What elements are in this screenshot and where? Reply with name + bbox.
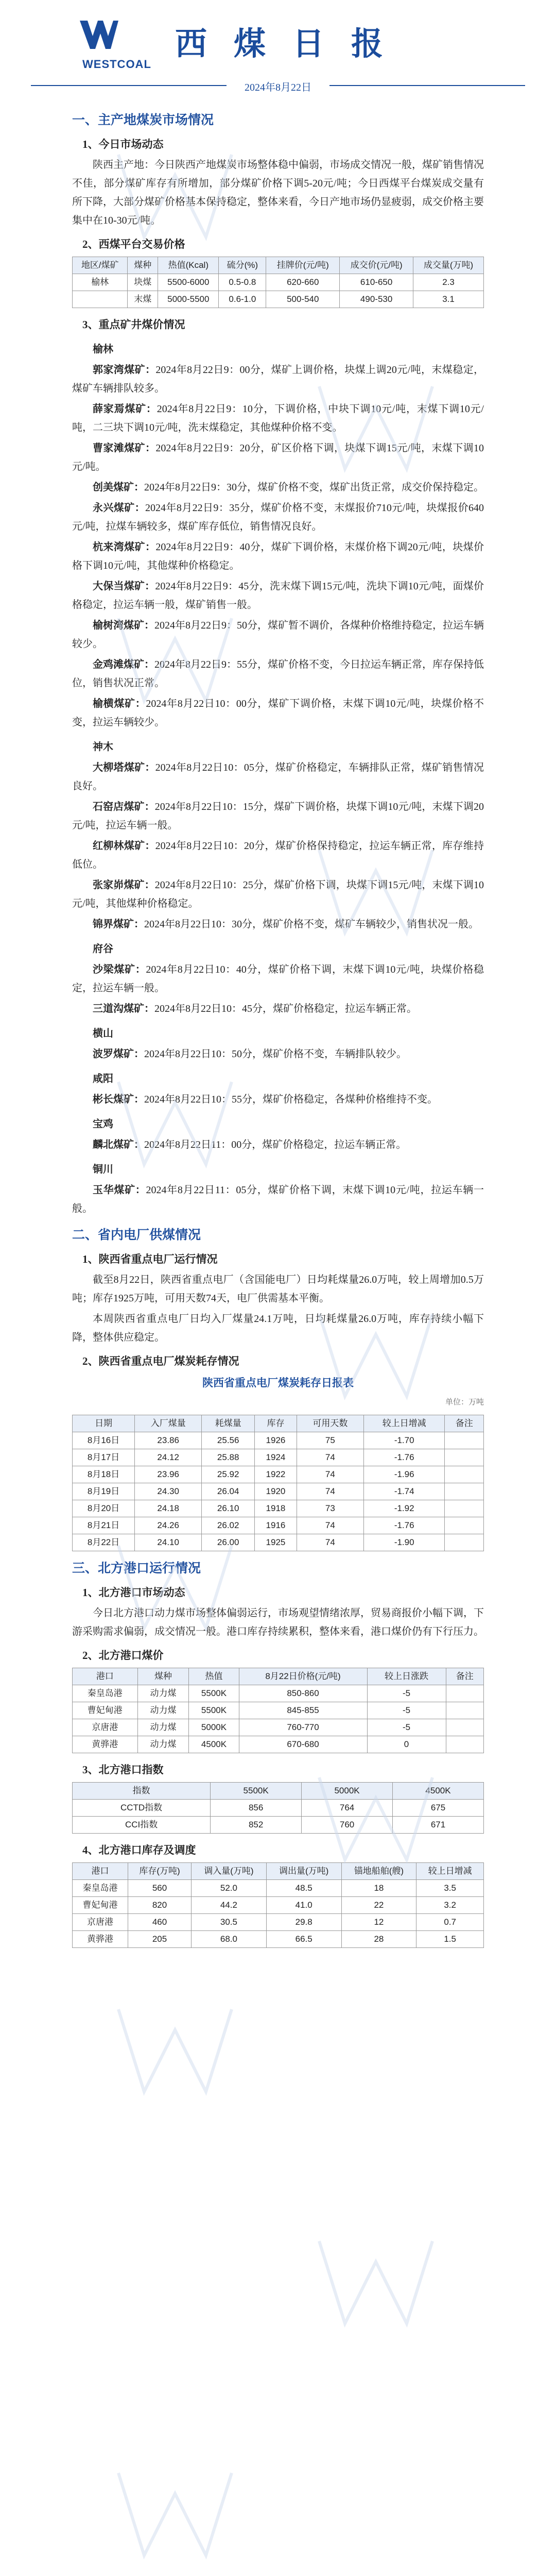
watermark-mark bbox=[319, 2241, 432, 2324]
platform-price-cell bbox=[73, 291, 128, 308]
mine-report bbox=[72, 538, 484, 575]
plant-summary-2: 本周陕西省重点电厂日均入厂煤量24.1万吨，日均耗煤量26.0万吨，库存持续小幅下降，整体供应稳定。 bbox=[72, 1313, 484, 1343]
plant-stock-cell: 26.10 bbox=[202, 1500, 255, 1517]
port-price-cell: -5 bbox=[367, 1719, 446, 1736]
mine-name: 永兴煤矿： bbox=[93, 502, 146, 514]
mine-report bbox=[72, 478, 484, 497]
mine-name: 创美煤矿： bbox=[93, 482, 144, 493]
table-row bbox=[73, 291, 484, 308]
plant-stock-cell: -1.74 bbox=[363, 1483, 444, 1500]
plant-stock-cell: 74 bbox=[297, 1449, 363, 1466]
platform-price-cell: 块煤 bbox=[128, 274, 158, 291]
plant-stock-header-4: 可用天数 bbox=[297, 1415, 363, 1432]
plant-stock-header-1: 入厂煤量 bbox=[135, 1415, 202, 1432]
plant-stock-cell: 8月19日 bbox=[73, 1483, 135, 1500]
mine-name: 张家峁煤矿： bbox=[93, 879, 155, 891]
platform-price-cell: 610-650 bbox=[340, 274, 413, 291]
table-row bbox=[73, 274, 484, 291]
plant-stock-cell: 26.02 bbox=[202, 1517, 255, 1534]
mine-name: 大保当煤矿： bbox=[93, 581, 155, 592]
plant-stock-cell: 73 bbox=[297, 1500, 363, 1517]
port-stock-cell: 48.5 bbox=[266, 1880, 341, 1897]
port-stock-cell: 52.0 bbox=[192, 1880, 267, 1897]
plant-table-unit: 单位：万吨 bbox=[445, 1398, 484, 1406]
region-heading: 宝鸡 bbox=[93, 1118, 113, 1130]
port-price-header-3: 8月22日价格(元/吨) bbox=[239, 1668, 367, 1685]
plant-table-title: 陕西省重点电厂煤炭耗存日报表 bbox=[202, 1377, 354, 1389]
plant-stock-cell: -1.96 bbox=[363, 1466, 444, 1483]
mine-report-text: 2024年8月22日10：40分，煤矿价格下调，末煤下调10元/吨，块煤价格稳定，拉运车辆一般。 bbox=[72, 964, 484, 994]
port-price-cell: 5500K bbox=[189, 1685, 239, 1702]
plant-stock-cell: 8月20日 bbox=[73, 1500, 135, 1517]
port-stock-cell: 黄骅港 bbox=[73, 1931, 128, 1948]
platform-price-cell: 0.5-0.8 bbox=[219, 274, 266, 291]
mine-report bbox=[72, 616, 484, 653]
port-price-cell: 670-680 bbox=[239, 1736, 367, 1753]
table-row bbox=[73, 1517, 484, 1534]
platform-price-header-4: 挂牌价(元/吨) bbox=[266, 257, 340, 274]
mine-report bbox=[72, 361, 484, 398]
region-heading: 神木 bbox=[93, 741, 113, 753]
port-price-cell: 动力煤 bbox=[137, 1685, 189, 1702]
mine-report bbox=[72, 758, 484, 795]
plant-stock-cell bbox=[445, 1517, 484, 1534]
table-row bbox=[73, 1880, 484, 1897]
mine-name: 彬长煤矿： bbox=[93, 1094, 144, 1105]
port-index-table bbox=[72, 1782, 484, 1834]
port-price-cell: 京唐港 bbox=[73, 1719, 138, 1736]
issue-date: 2024年8月22日 bbox=[245, 82, 311, 93]
port-index-cell: CCTD指数 bbox=[73, 1800, 211, 1817]
mine-report-text: 2024年8月22日9：50分，煤矿暂不调价，各煤种价格维持稳定，拉运车辆较少。 bbox=[72, 620, 484, 650]
mine-report-text: 2024年8月22日11：05分，煤矿价格下调，末煤下调10元/吨，拉运车辆一般。 bbox=[72, 1184, 484, 1214]
platform-price-header-3: 硫分(%) bbox=[219, 257, 266, 274]
mine-name: 杭来湾煤矿： bbox=[93, 541, 156, 553]
mine-reports bbox=[72, 340, 484, 1218]
plant-stock-cell bbox=[445, 1432, 484, 1449]
port-price-cell: 黄骅港 bbox=[73, 1736, 138, 1753]
port-price-cell: 曹妃甸港 bbox=[73, 1702, 138, 1719]
mine-report bbox=[72, 798, 484, 835]
port-price-header-0: 港口 bbox=[73, 1668, 138, 1685]
mine-report-text: 2024年8月22日9：20分，矿区价格下调，块煤下调15元/吨，末煤下调10元/吨。 bbox=[72, 443, 484, 472]
port-stock-header-4: 锚地船舶(艘) bbox=[341, 1863, 416, 1880]
plant-stock-cell: -1.70 bbox=[363, 1432, 444, 1449]
mine-report-text: 2024年8月22日10：25分，煤矿价格下调，块煤下调15元/吨，末煤下调10元/吨，其他煤种价格稳定。 bbox=[72, 879, 484, 909]
port-index-cell: 764 bbox=[302, 1800, 393, 1817]
port-price-cell: 动力煤 bbox=[137, 1719, 189, 1736]
port-price-cell: 845-855 bbox=[239, 1702, 367, 1719]
watermark-mark bbox=[118, 2473, 232, 2555]
platform-price-cell: 2.3 bbox=[413, 274, 484, 291]
mine-report-text: 2024年8月22日10：45分，煤矿价格稳定，拉运车辆正常。 bbox=[154, 1003, 417, 1014]
port-stock-cell: 29.8 bbox=[266, 1914, 341, 1931]
plant-stock-cell: 25.92 bbox=[202, 1466, 255, 1483]
plant-stock-cell: 24.10 bbox=[135, 1534, 202, 1551]
plant-stock-cell: 25.56 bbox=[202, 1432, 255, 1449]
plant-stock-header-2: 耗煤量 bbox=[202, 1415, 255, 1432]
port-price-header-1: 煤种 bbox=[137, 1668, 189, 1685]
mine-name: 石窑店煤矿： bbox=[93, 801, 155, 812]
port-stock-cell: 68.0 bbox=[192, 1931, 267, 1948]
plant-summary-1: 截至8月22日，陕西省重点电厂（含国能电厂）日均耗煤量26.0万吨，较上周增加0.5万吨；库存1925万吨，可用天数74天，电厂供需基本平衡。 bbox=[72, 1274, 484, 1304]
mine-report-text: 2024年8月22日10：15分，煤矿下调价格，块煤下调10元/吨，末煤下调20元/吨，拉运车辆一般。 bbox=[72, 801, 484, 831]
table-row bbox=[73, 1897, 484, 1914]
port-stock-cell: 28 bbox=[341, 1931, 416, 1948]
plant-stock-cell: -1.76 bbox=[363, 1517, 444, 1534]
mine-report-text: 2024年8月22日10：05分，煤矿价格稳定，车辆排队正常，煤矿销售情况良好。 bbox=[72, 762, 484, 792]
mine-report bbox=[72, 694, 484, 732]
plant-stock-cell: 8月17日 bbox=[73, 1449, 135, 1466]
mine-name: 曹家滩煤矿： bbox=[93, 443, 156, 454]
platform-price-header-6: 成交量(万吨) bbox=[413, 257, 484, 274]
mine-name: 薛家焉煤矿： bbox=[93, 403, 157, 415]
region-heading: 府谷 bbox=[93, 943, 113, 955]
platform-price-cell: 末煤 bbox=[128, 291, 158, 308]
mine-name: 麟北煤矿： bbox=[93, 1139, 144, 1150]
table-row bbox=[73, 1534, 484, 1551]
platform-price-cell: 榆林 bbox=[73, 274, 128, 291]
mine-report bbox=[72, 915, 484, 934]
plant-stock-cell: 74 bbox=[297, 1483, 363, 1500]
mine-report-text: 2024年8月22日9：35分，煤矿价格不变，末煤报价710元/吨，块煤报价640元/吨，拉煤车辆较多，煤矿库存低位，销售情况良好。 bbox=[72, 502, 484, 532]
section-3-2-title: 2、北方港口煤价 bbox=[82, 1649, 164, 1662]
port-stock-header-5: 较上日增减 bbox=[416, 1863, 484, 1880]
plant-stock-cell: -1.92 bbox=[363, 1500, 444, 1517]
section-3-title: 三、北方港口运行情况 bbox=[72, 1562, 201, 1575]
plant-stock-cell bbox=[445, 1534, 484, 1551]
platform-price-header-5: 成交价(元/吨) bbox=[340, 257, 413, 274]
port-price-cell: 850-860 bbox=[239, 1685, 367, 1702]
mine-report-text: 2024年8月22日10：50分，煤矿价格不变，车辆排队较少。 bbox=[144, 1048, 407, 1060]
mine-name: 红柳林煤矿： bbox=[93, 840, 155, 852]
mine-report bbox=[72, 439, 484, 476]
port-index-cell: CCI指数 bbox=[73, 1817, 211, 1834]
port-price-header-2: 热值 bbox=[189, 1668, 239, 1685]
mine-name: 沙梁煤矿： bbox=[93, 964, 146, 975]
section-3-4-title: 4、北方港口库存及调度 bbox=[82, 1844, 196, 1856]
plant-stock-header-6: 备注 bbox=[445, 1415, 484, 1432]
port-index-cell: 675 bbox=[393, 1800, 484, 1817]
mine-report bbox=[72, 837, 484, 874]
platform-price-header-1: 煤种 bbox=[128, 257, 158, 274]
plant-stock-cell bbox=[445, 1466, 484, 1483]
header bbox=[0, 0, 556, 77]
port-stock-cell: 3.5 bbox=[416, 1880, 484, 1897]
section-2-2-title: 2、陕西省重点电厂煤炭耗存情况 bbox=[82, 1355, 239, 1367]
plant-stock-cell: 1916 bbox=[255, 1517, 297, 1534]
port-price-cell: 4500K bbox=[189, 1736, 239, 1753]
port-stock-header-2: 调入量(万吨) bbox=[192, 1863, 267, 1880]
port-stock-cell: 0.7 bbox=[416, 1914, 484, 1931]
port-stock-cell: 205 bbox=[128, 1931, 191, 1948]
port-price-cell: -5 bbox=[367, 1685, 446, 1702]
port-price-cell bbox=[446, 1736, 483, 1753]
plant-stock-cell: 8月22日 bbox=[73, 1534, 135, 1551]
section-2-1-title: 1、陕西省重点电厂运行情况 bbox=[82, 1253, 218, 1265]
region-heading: 咸阳 bbox=[93, 1073, 113, 1084]
platform-price-cell: 490-530 bbox=[340, 291, 413, 308]
platform-price-cell: 5000-5500 bbox=[158, 291, 219, 308]
mine-name: 玉华煤矿： bbox=[93, 1184, 146, 1196]
table-row bbox=[73, 1800, 484, 1817]
plant-stock-cell: 74 bbox=[297, 1466, 363, 1483]
table-row bbox=[73, 1736, 484, 1753]
port-stock-cell: 820 bbox=[128, 1897, 191, 1914]
table-row bbox=[73, 1914, 484, 1931]
mine-name: 大柳塔煤矿： bbox=[93, 762, 155, 773]
plant-stock-cell: 8月18日 bbox=[73, 1466, 135, 1483]
mine-report bbox=[72, 999, 484, 1018]
mine-report bbox=[72, 499, 484, 536]
plant-stock-cell: 23.86 bbox=[135, 1432, 202, 1449]
port-stock-header-3: 调出量(万吨) bbox=[266, 1863, 341, 1880]
region-heading: 横山 bbox=[93, 1028, 113, 1039]
region-heading: 铜川 bbox=[93, 1164, 113, 1175]
section-3-1-title: 1、北方港口市场动态 bbox=[82, 1586, 185, 1599]
plant-stock-cell: 8月16日 bbox=[73, 1432, 135, 1449]
platform-price-cell: 3.1 bbox=[413, 291, 484, 308]
mine-report bbox=[72, 1136, 484, 1154]
table-row bbox=[73, 1500, 484, 1517]
port-index-header-3: 4500K bbox=[393, 1783, 484, 1800]
plant-stock-cell: 1924 bbox=[255, 1449, 297, 1466]
mine-name: 金鸡滩煤矿： bbox=[93, 659, 154, 670]
section-1-2-title: 2、西煤平台交易价格 bbox=[82, 238, 185, 250]
platform-price-table bbox=[72, 257, 484, 308]
port-stock-cell: 1.5 bbox=[416, 1931, 484, 1948]
westcoal-logo-icon bbox=[77, 15, 118, 57]
mine-report-text: 2024年8月22日9：10分，下调价格，中块下调10元/吨，末煤下调10元/吨，二三块下调10元/吨，洗末煤稳定，其他煤种价格不变。 bbox=[72, 403, 484, 433]
port-stock-cell: 12 bbox=[341, 1914, 416, 1931]
port-price-cell: 0 bbox=[367, 1736, 446, 1753]
port-price-cell bbox=[446, 1719, 483, 1736]
port-price-cell: 动力煤 bbox=[137, 1702, 189, 1719]
table-row bbox=[73, 1432, 484, 1449]
mine-report bbox=[72, 1045, 484, 1063]
mine-report bbox=[72, 655, 484, 692]
plant-stock-cell bbox=[445, 1449, 484, 1466]
market-summary: 陕西主产地：今日陕西产地煤炭市场整体稳中偏弱，市场成交情况一般，煤矿销售情况不佳，部分煤矿库存有所增加，部分煤矿价格下调5-20元/吨；今日西煤平台煤炭成交量有所下降，大部分煤矿价格基本保持稳定，整体来看，今日产地市场仍显疲弱，成交价格主要集中在10-30元/吨。 bbox=[72, 159, 484, 226]
plant-stock-cell: 8月21日 bbox=[73, 1517, 135, 1534]
plant-stock-cell: 26.00 bbox=[202, 1534, 255, 1551]
mine-report-text: 2024年8月22日9：45分，洗末煤下调15元/吨，洗块下调10元/吨，面煤价格稳定，拉运车辆一般，煤矿销售一般。 bbox=[72, 581, 484, 611]
report-body bbox=[72, 103, 484, 1955]
region-heading: 榆林 bbox=[93, 344, 113, 355]
logo bbox=[77, 15, 175, 72]
logo-text: WESTCOAL bbox=[82, 58, 151, 71]
plant-stock-cell: 1918 bbox=[255, 1500, 297, 1517]
plant-stock-table bbox=[72, 1415, 484, 1551]
port-stock-cell: 秦皇岛港 bbox=[73, 1880, 128, 1897]
mine-name: 榆树湾煤矿： bbox=[93, 620, 154, 631]
table-row bbox=[73, 1931, 484, 1948]
port-price-cell: -5 bbox=[367, 1702, 446, 1719]
port-price-cell: 5000K bbox=[189, 1719, 239, 1736]
port-price-table bbox=[72, 1668, 484, 1753]
port-price-cell: 动力煤 bbox=[137, 1736, 189, 1753]
port-stock-cell: 44.2 bbox=[192, 1897, 267, 1914]
port-stock-cell: 66.5 bbox=[266, 1931, 341, 1948]
section-1-1-title: 1、今日市场动态 bbox=[82, 138, 164, 150]
mine-report bbox=[72, 1181, 484, 1218]
mine-name: 三道沟煤矿： bbox=[93, 1003, 154, 1014]
plant-stock-cell bbox=[445, 1500, 484, 1517]
platform-price-cell: 500-540 bbox=[266, 291, 340, 308]
port-price-header-4: 较上日涨跌 bbox=[367, 1668, 446, 1685]
table-row bbox=[73, 1466, 484, 1483]
port-stock-table bbox=[72, 1862, 484, 1948]
mine-name: 榆横煤矿： bbox=[93, 698, 146, 709]
mine-report bbox=[72, 1090, 484, 1109]
table-row bbox=[73, 1483, 484, 1500]
platform-price-cell: 0.6-1.0 bbox=[219, 291, 266, 308]
port-stock-cell: 41.0 bbox=[266, 1897, 341, 1914]
port-index-cell: 760 bbox=[302, 1817, 393, 1834]
plant-stock-cell: 24.18 bbox=[135, 1500, 202, 1517]
platform-price-cell: 5500-6000 bbox=[158, 274, 219, 291]
port-stock-cell: 3.2 bbox=[416, 1897, 484, 1914]
mine-report-text: 2024年8月22日10：00分，煤矿下调价格，末煤下调10元/吨，块煤价格不变，拉运车辆较少。 bbox=[72, 698, 484, 728]
port-price-header-5: 备注 bbox=[446, 1668, 483, 1685]
port-index-header-1: 5500K bbox=[211, 1783, 302, 1800]
mine-name: 锦界煤矿： bbox=[93, 919, 144, 930]
plant-stock-cell: 23.96 bbox=[135, 1466, 202, 1483]
plant-stock-cell: 1920 bbox=[255, 1483, 297, 1500]
platform-price-header-0: 地区/煤矿 bbox=[73, 257, 128, 274]
mine-report-text: 2024年8月22日9：30分，煤矿价格不变，煤矿出货正常，成交价保持稳定。 bbox=[144, 482, 484, 493]
port-index-header-2: 5000K bbox=[302, 1783, 393, 1800]
table-row bbox=[73, 1685, 484, 1702]
section-3-3-title: 3、北方港口指数 bbox=[82, 1764, 164, 1776]
plant-stock-cell: 25.88 bbox=[202, 1449, 255, 1466]
port-index-cell: 852 bbox=[211, 1817, 302, 1834]
plant-stock-cell: 24.30 bbox=[135, 1483, 202, 1500]
plant-stock-header-5: 较上日增减 bbox=[363, 1415, 444, 1432]
date-rule-right bbox=[329, 85, 525, 86]
mine-report-text: 2024年8月22日11：00分，煤矿价格稳定，拉运车辆正常。 bbox=[144, 1139, 407, 1150]
watermark-mark bbox=[118, 2009, 232, 2092]
port-stock-cell: 22 bbox=[341, 1897, 416, 1914]
port-price-cell bbox=[446, 1685, 483, 1702]
port-stock-cell: 460 bbox=[128, 1914, 191, 1931]
platform-price-cell: 620-660 bbox=[266, 274, 340, 291]
port-index-cell: 671 bbox=[393, 1817, 484, 1834]
table-row bbox=[73, 1702, 484, 1719]
mine-report-text: 2024年8月22日9：55分，煤矿价格不变，今日拉运车辆正常，库存保持低位，销售状况正常。 bbox=[72, 659, 484, 689]
mine-report-text: 2024年8月22日10：30分，煤矿价格不变，煤矿车辆较少，销售状况一般。 bbox=[144, 919, 479, 930]
mine-report-text: 2024年8月22日9：00分，煤矿上调价格，块煤上调20元/吨，末煤稳定，煤矿车辆排队较多。 bbox=[72, 364, 484, 394]
plant-stock-cell: 75 bbox=[297, 1432, 363, 1449]
port-stock-header-0: 港口 bbox=[73, 1863, 128, 1880]
section-2-title: 二、省内电厂供煤情况 bbox=[72, 1228, 201, 1242]
plant-stock-cell: -1.90 bbox=[363, 1534, 444, 1551]
mine-name: 波罗煤矿： bbox=[93, 1048, 144, 1060]
port-index-header-0: 指数 bbox=[73, 1783, 211, 1800]
plant-stock-header-3: 库存 bbox=[255, 1415, 297, 1432]
plant-stock-cell: -1.76 bbox=[363, 1449, 444, 1466]
mine-report bbox=[72, 876, 484, 913]
mine-report-text: 2024年8月22日9：40分，煤矿下调价格，末煤价格下调20元/吨，块煤价格下调10元/吨，其他煤种价格稳定。 bbox=[72, 541, 484, 571]
section-1-3-title: 3、重点矿井煤价情况 bbox=[82, 318, 185, 331]
table-row bbox=[73, 1719, 484, 1736]
plant-stock-cell: 26.04 bbox=[202, 1483, 255, 1500]
plant-stock-header-0: 日期 bbox=[73, 1415, 135, 1432]
mine-report bbox=[72, 400, 484, 437]
port-price-cell: 秦皇岛港 bbox=[73, 1685, 138, 1702]
port-price-cell: 5500K bbox=[189, 1702, 239, 1719]
port-stock-cell: 京唐港 bbox=[73, 1914, 128, 1931]
masthead-title: 西煤日报 bbox=[175, 25, 410, 62]
plant-stock-cell: 24.26 bbox=[135, 1517, 202, 1534]
mine-name: 郭家湾煤矿： bbox=[93, 364, 156, 376]
section-1-title: 一、主产地煤炭市场情况 bbox=[72, 113, 214, 127]
port-stock-cell: 曹妃甸港 bbox=[73, 1897, 128, 1914]
port-summary: 今日北方港口动力煤市场整体偏弱运行，市场观望情绪浓厚，贸易商报价小幅下调，下游采购需求偏弱，成交情况一般。港口库存持续累积，整体来看，港口煤价仍有下行压力。 bbox=[72, 1607, 484, 1637]
platform-price-header-2: 热值(Kcal) bbox=[158, 257, 219, 274]
port-price-cell: 760-770 bbox=[239, 1719, 367, 1736]
mine-report-text: 2024年8月22日10：55分，煤矿价格稳定，各煤种价格维持不变。 bbox=[144, 1094, 438, 1105]
port-index-cell: 856 bbox=[211, 1800, 302, 1817]
port-stock-cell: 18 bbox=[341, 1880, 416, 1897]
port-stock-header-1: 库存(万吨) bbox=[128, 1863, 191, 1880]
date-bar bbox=[0, 76, 556, 94]
plant-stock-cell: 74 bbox=[297, 1534, 363, 1551]
table-row bbox=[73, 1817, 484, 1834]
port-price-cell bbox=[446, 1702, 483, 1719]
port-stock-cell: 560 bbox=[128, 1880, 191, 1897]
plant-stock-cell: 24.12 bbox=[135, 1449, 202, 1466]
plant-stock-cell: 1922 bbox=[255, 1466, 297, 1483]
plant-stock-cell bbox=[445, 1483, 484, 1500]
plant-stock-cell: 1926 bbox=[255, 1432, 297, 1449]
table-row bbox=[73, 1449, 484, 1466]
mine-report bbox=[72, 577, 484, 614]
plant-stock-cell: 1925 bbox=[255, 1534, 297, 1551]
mine-report-text: 2024年8月22日10：20分，煤矿价格保持稳定，拉运车辆正常，库存维持低位。 bbox=[72, 840, 484, 870]
port-stock-cell: 30.5 bbox=[192, 1914, 267, 1931]
mine-report bbox=[72, 960, 484, 997]
plant-stock-cell: 74 bbox=[297, 1517, 363, 1534]
